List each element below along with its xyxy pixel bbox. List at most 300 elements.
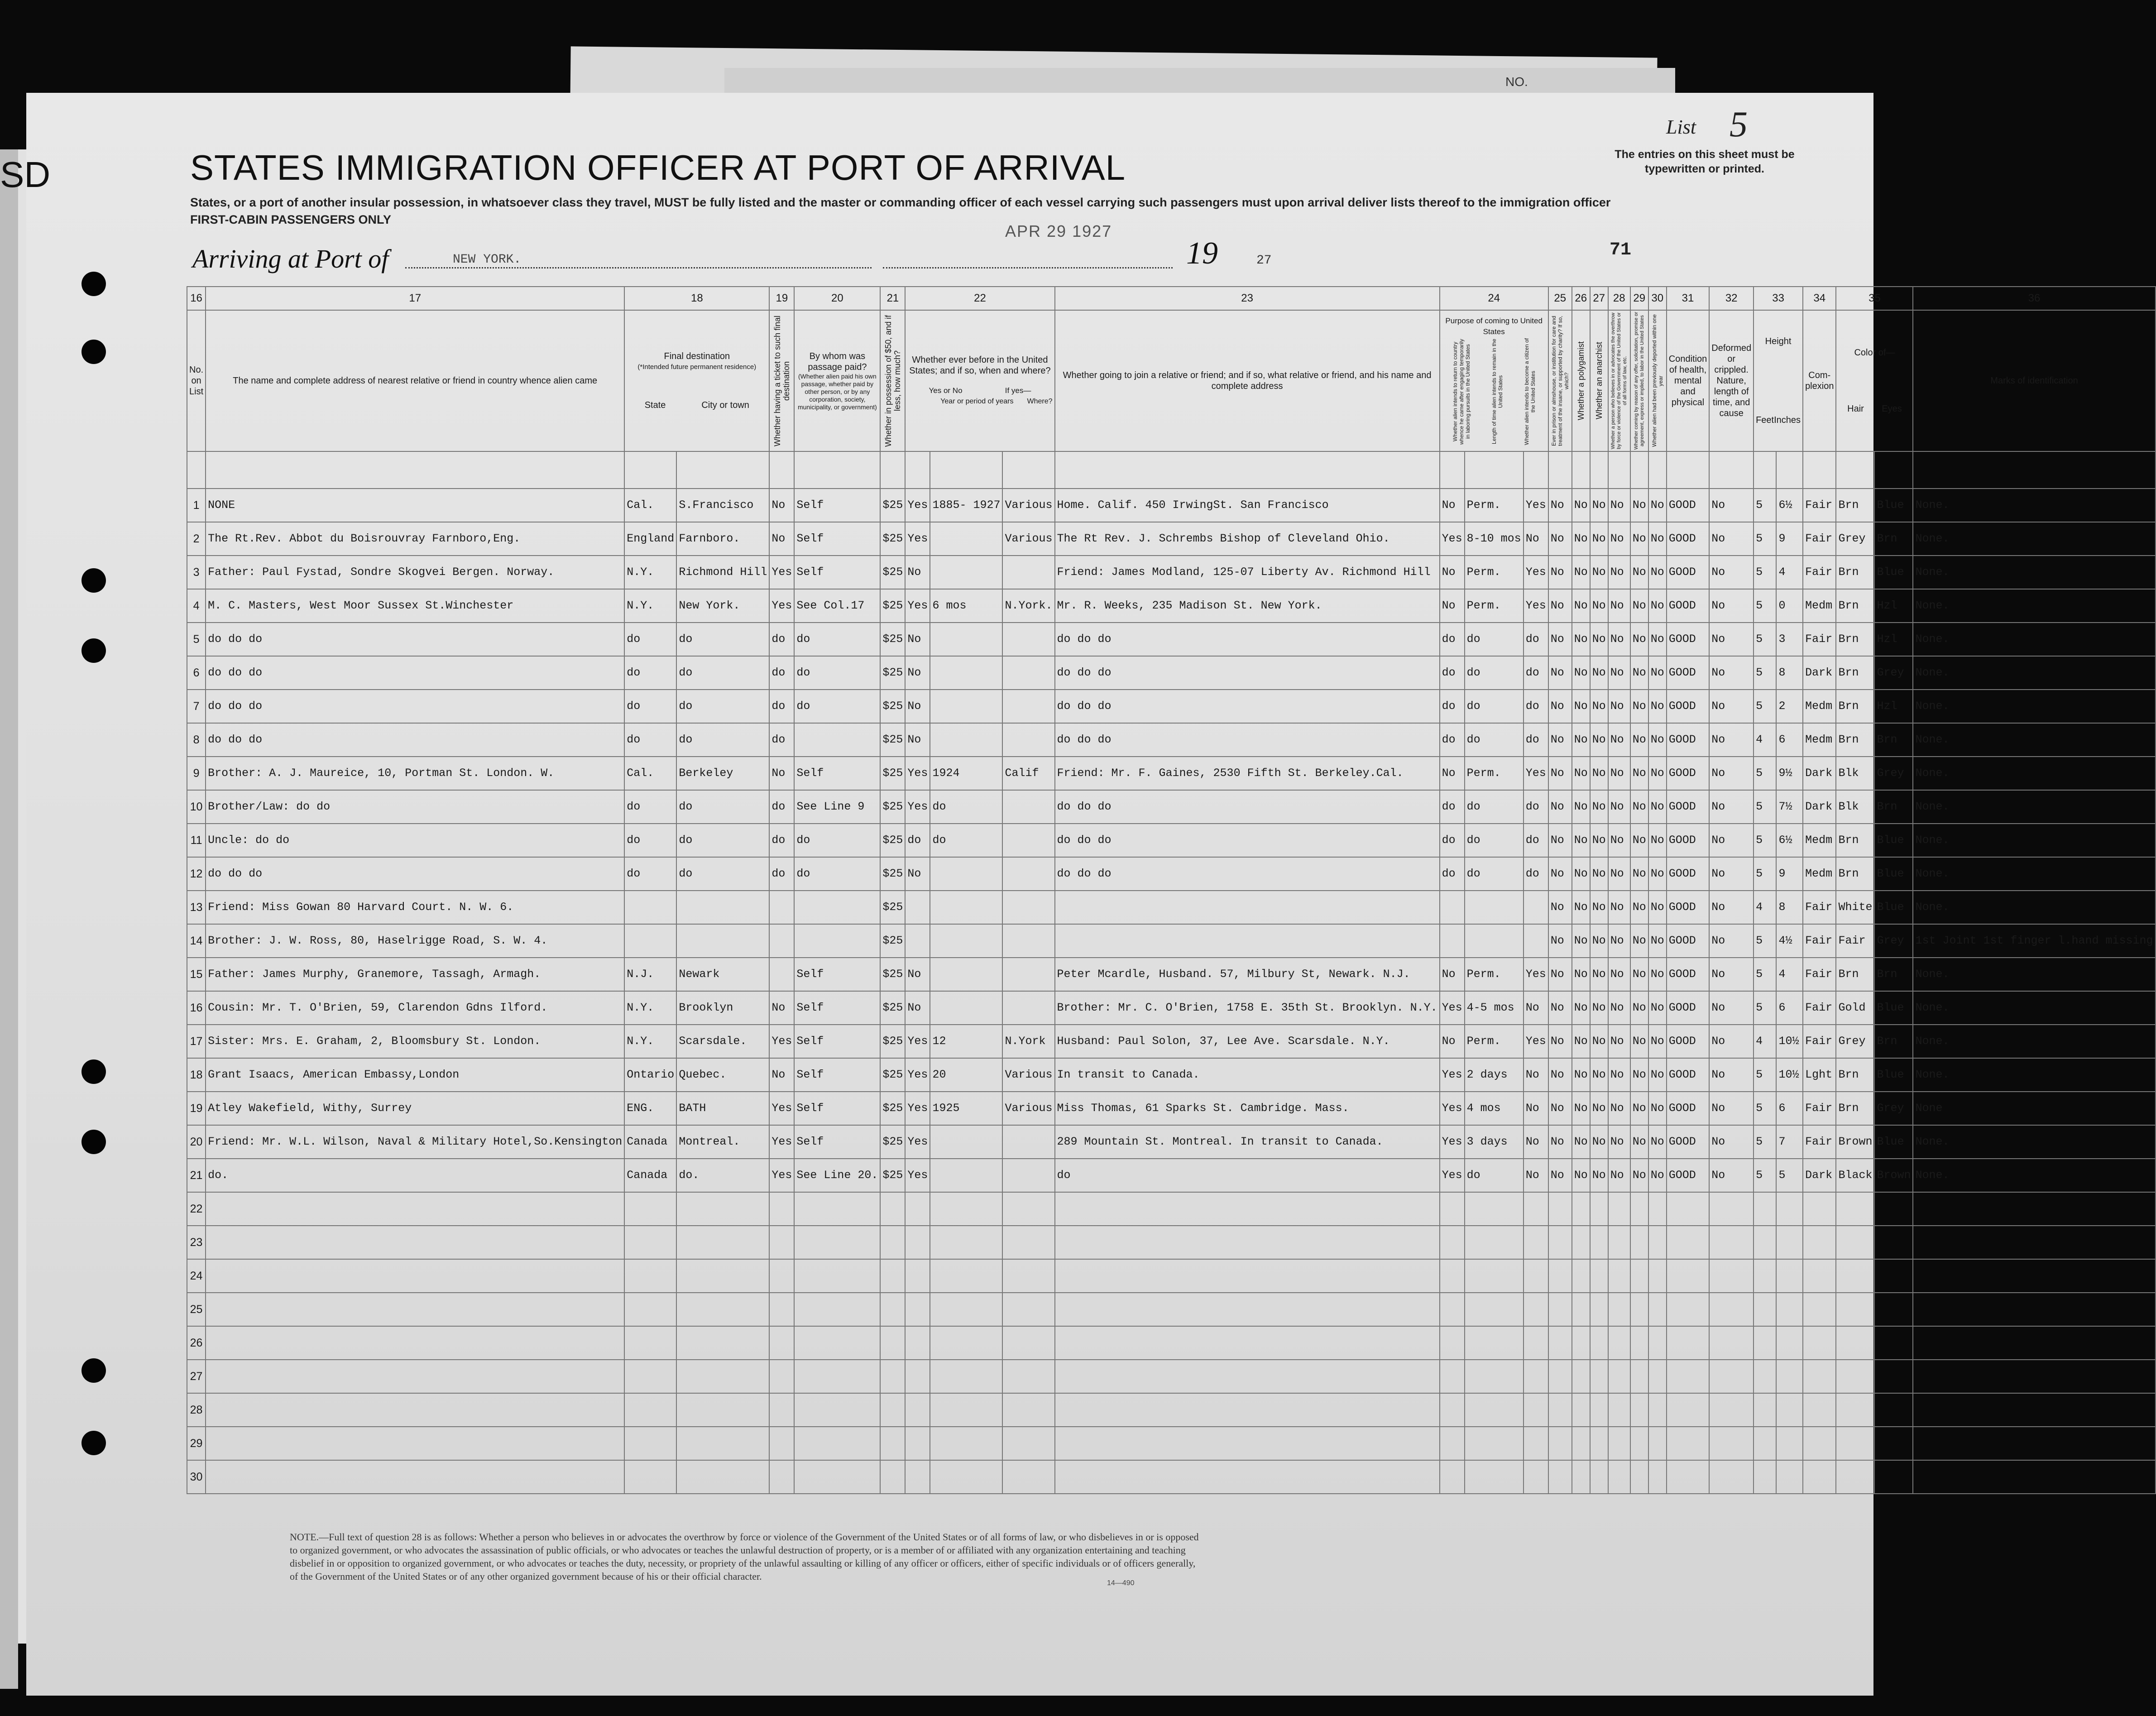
contract-labor: No	[1630, 991, 1648, 1025]
anarchist: No	[1590, 824, 1608, 857]
dest-state	[624, 1360, 676, 1393]
anarchist: No	[1590, 1025, 1608, 1058]
deformed: No	[1709, 723, 1754, 757]
where-in-us: Various	[1002, 489, 1054, 522]
height-inches: 6	[1776, 991, 1803, 1025]
where-in-us	[1002, 1259, 1054, 1293]
header-height	[1754, 310, 1803, 451]
contract-labor: No	[1630, 656, 1648, 690]
hair-color: Brn	[1836, 589, 1874, 623]
deformed: No	[1709, 623, 1754, 656]
height-feet	[1754, 1226, 1776, 1259]
complexion	[1803, 1427, 1836, 1460]
height-inches	[1776, 1460, 1803, 1494]
contract-labor: No	[1630, 723, 1648, 757]
binding-edge	[0, 149, 18, 1689]
passage-paid-by: Self	[794, 1092, 880, 1125]
nearest-relative: Brother: J. W. Ross, 80, Haselrigge Road, S. W. 4.	[206, 924, 624, 958]
date-stamp: APR 29 1927	[1005, 222, 1112, 240]
hair-color: Brn	[1836, 556, 1874, 589]
complexion	[1803, 1192, 1836, 1226]
purpose-return: Whether alien intends to return to country whence he came after engaging temporarily in laboring pursuits in the United States	[1452, 339, 1471, 445]
overthrow: No	[1608, 1058, 1630, 1092]
intends-citizen: No	[1524, 1159, 1548, 1192]
dest-city: Berkeley	[676, 757, 769, 790]
where-in-us	[1002, 1326, 1054, 1360]
where-in-us	[1002, 623, 1054, 656]
health	[1667, 1259, 1710, 1293]
health: GOOD	[1667, 1159, 1710, 1192]
health	[1667, 1326, 1710, 1360]
anarchist-label: Whether an anarchist	[1594, 342, 1604, 420]
eye-color: Blue	[1874, 857, 1913, 891]
dest-city: Richmond Hill	[676, 556, 769, 589]
eye-color: Brn	[1874, 522, 1913, 556]
contract-labor: No	[1630, 824, 1648, 857]
hair-color: Blk	[1836, 790, 1874, 824]
overthrow: No	[1608, 991, 1630, 1025]
purpose-return: Yes	[1440, 1125, 1465, 1159]
deported: No	[1648, 824, 1667, 857]
has-ticket: No	[769, 522, 794, 556]
complexion: Fair	[1803, 1125, 1836, 1159]
purpose-return: do	[1440, 690, 1465, 723]
overthrow	[1608, 1393, 1630, 1427]
been-in-us: No	[905, 991, 930, 1025]
where-in-us: Various	[1002, 1092, 1054, 1125]
contract-labor: No	[1630, 857, 1648, 891]
years-in-us	[930, 522, 1002, 556]
table-row	[187, 1326, 2156, 1360]
manifest-table	[187, 286, 2156, 1494]
dest-city: Montreal.	[676, 1125, 769, 1159]
where-in-us	[1002, 891, 1054, 924]
height-inches	[1776, 1393, 1803, 1427]
polygamist: No	[1572, 924, 1590, 958]
height-feet: 5	[1754, 1058, 1776, 1092]
nearest-relative	[206, 1192, 624, 1226]
header-hair: Hair	[1847, 404, 1864, 414]
contract-labor: No	[1630, 958, 1648, 991]
identification-marks	[1913, 1360, 2155, 1393]
eye-color	[1874, 1427, 1913, 1460]
anarchist	[1590, 1393, 1608, 1427]
has-ticket: No	[769, 757, 794, 790]
intends-citizen: Yes	[1524, 489, 1548, 522]
been-in-us	[905, 1293, 930, 1326]
been-in-us: Yes	[905, 489, 930, 522]
height-feet	[1754, 1427, 1776, 1460]
row-number: 8	[187, 723, 206, 757]
purpose-return	[1440, 1192, 1465, 1226]
prison-label: Ever in prison or almshouse, or institution for care and treatment of the insane, or supported by charity? If so, which?	[1550, 316, 1570, 446]
polygamist-label: Whether a polygamist	[1576, 341, 1586, 421]
height-feet: 5	[1754, 556, 1776, 589]
contract-labor: No	[1630, 790, 1648, 824]
been-in-us: do	[905, 824, 930, 857]
deported	[1648, 1226, 1667, 1259]
height-inches: 9	[1776, 857, 1803, 891]
header-anarchist	[1590, 310, 1608, 451]
hair-color	[1836, 1259, 1874, 1293]
money: $25	[880, 824, 905, 857]
hair-color: Fair	[1836, 924, 1874, 958]
height-feet: 5	[1754, 991, 1776, 1025]
money: $25	[880, 723, 905, 757]
deformed: No	[1709, 1058, 1754, 1092]
height-feet	[1754, 1360, 1776, 1393]
complexion: Fair	[1803, 489, 1836, 522]
has-ticket: No	[769, 1058, 794, 1092]
dest-city: Brooklyn	[676, 991, 769, 1025]
header-prison	[1548, 310, 1572, 451]
purpose-return	[1440, 1393, 1465, 1427]
anarchist: No	[1590, 991, 1608, 1025]
deformed: No	[1709, 589, 1754, 623]
where-in-us	[1002, 1460, 1054, 1494]
money	[880, 1360, 905, 1393]
row-number: 15	[187, 958, 206, 991]
dest-state: N.J.	[624, 958, 676, 991]
eye-color: Brn	[1874, 790, 1913, 824]
polygamist: No	[1572, 958, 1590, 991]
dest-state	[624, 1293, 676, 1326]
identification-marks	[1913, 1427, 2155, 1460]
dest-state: do	[624, 824, 676, 857]
prison: No	[1548, 522, 1572, 556]
passage-paid-by: Self	[794, 1025, 880, 1058]
intends-citizen: No	[1524, 522, 1548, 556]
deported: No	[1648, 556, 1667, 589]
passage-paid-by	[794, 1192, 880, 1226]
eye-color: Brown	[1874, 1159, 1913, 1192]
contract-labor	[1630, 1460, 1648, 1494]
overthrow: No	[1608, 891, 1630, 924]
been-in-us	[905, 1360, 930, 1393]
col-number: 20	[794, 287, 880, 310]
stay-length: do	[1465, 857, 1524, 891]
passage-paid-by: Self	[794, 1058, 880, 1092]
eye-color: Grey	[1874, 656, 1913, 690]
been-in-us: No	[905, 556, 930, 589]
anarchist	[1590, 1460, 1608, 1494]
spacer-row	[187, 451, 2156, 489]
col-number: 28	[1608, 287, 1630, 310]
years-in-us	[930, 1192, 1002, 1226]
stay-length: 4-5 mos	[1465, 991, 1524, 1025]
intends-citizen: No	[1524, 1125, 1548, 1159]
where-in-us: Calif	[1002, 757, 1054, 790]
eye-color: Brn	[1874, 958, 1913, 991]
header-feet: Feet	[1756, 415, 1774, 425]
complexion: Fair	[1803, 958, 1836, 991]
deported	[1648, 1259, 1667, 1293]
purpose-return: do	[1440, 656, 1465, 690]
header-purpose	[1440, 310, 1548, 451]
row-number: 17	[187, 1025, 206, 1058]
stay-length: do	[1465, 623, 1524, 656]
header-joining: Whether going to join a relative or friend; and if so, what relative or friend, and his name and complete address	[1055, 310, 1440, 451]
intends-citizen: Yes	[1524, 589, 1548, 623]
identification-marks: None.	[1913, 690, 2155, 723]
deported: No	[1648, 1159, 1667, 1192]
intends-citizen: Yes	[1524, 958, 1548, 991]
identification-marks: None.	[1913, 489, 2155, 522]
deported: No	[1648, 924, 1667, 958]
header-overthrow	[1608, 310, 1630, 451]
been-in-us: Yes	[905, 1025, 930, 1058]
nearest-relative: Father: Paul Fystad, Sondre Skogvei Bergen. Norway.	[206, 556, 624, 589]
deported	[1648, 1293, 1667, 1326]
prison: No	[1548, 723, 1572, 757]
contract-labor	[1630, 1326, 1648, 1360]
prison: No	[1548, 991, 1572, 1025]
punch-hole	[81, 638, 106, 663]
joining-relative: Friend: Mr. F. Gaines, 2530 Fifth St. Berkeley.Cal.	[1055, 757, 1440, 790]
stay-length: Perm.	[1465, 489, 1524, 522]
money	[880, 1259, 905, 1293]
intends-citizen	[1524, 891, 1548, 924]
has-ticket	[769, 1259, 794, 1293]
table-row	[187, 958, 2156, 991]
hair-color	[1836, 1360, 1874, 1393]
intends-citizen	[1524, 1460, 1548, 1494]
purpose-return: Yes	[1440, 991, 1465, 1025]
identification-marks: None.	[1913, 757, 2155, 790]
passage-paid-by	[794, 1326, 880, 1360]
column-header-row	[187, 310, 2156, 451]
where-in-us	[1002, 1393, 1054, 1427]
complexion: Medm	[1803, 857, 1836, 891]
health: GOOD	[1667, 824, 1710, 857]
purpose-return: No	[1440, 757, 1465, 790]
row-number: 28	[187, 1393, 206, 1427]
anarchist: No	[1590, 1159, 1608, 1192]
intends-citizen: Yes	[1524, 556, 1548, 589]
overthrow: No	[1608, 857, 1630, 891]
passage-paid-by	[794, 1259, 880, 1293]
table-row	[187, 1393, 2156, 1427]
joining-relative	[1055, 1326, 1440, 1360]
height-feet: 5	[1754, 623, 1776, 656]
height-feet	[1754, 1326, 1776, 1360]
purpose-return: No	[1440, 958, 1465, 991]
header-yes-no: Yes or No	[929, 386, 963, 395]
health	[1667, 1360, 1710, 1393]
header-if-yes: If yes—	[1005, 386, 1031, 395]
complexion: Medm	[1803, 690, 1836, 723]
color-title: Color of—	[1854, 348, 1895, 358]
money: $25	[880, 1058, 905, 1092]
hair-color: Blk	[1836, 757, 1874, 790]
money: $25	[880, 1159, 905, 1192]
header-contract	[1630, 310, 1648, 451]
intends-citizen	[1524, 1393, 1548, 1427]
prison: No	[1548, 891, 1572, 924]
purpose-return: do	[1440, 824, 1465, 857]
years-in-us	[930, 1360, 1002, 1393]
years-in-us: do	[930, 790, 1002, 824]
hair-color	[1836, 1427, 1874, 1460]
purpose-return: do	[1440, 723, 1465, 757]
been-in-us	[905, 1326, 930, 1360]
health: GOOD	[1667, 924, 1710, 958]
col-number: 21	[880, 287, 905, 310]
hair-color: Brown	[1836, 1125, 1874, 1159]
punch-hole	[81, 1130, 106, 1154]
anarchist: No	[1590, 522, 1608, 556]
deported: No	[1648, 757, 1667, 790]
dest-city	[676, 1192, 769, 1226]
years-in-us	[930, 1226, 1002, 1259]
money	[880, 1192, 905, 1226]
deformed: No	[1709, 824, 1754, 857]
column-number-row	[187, 287, 2156, 310]
row-number: 16	[187, 991, 206, 1025]
punch-hole	[81, 1358, 106, 1383]
height-feet: 5	[1754, 924, 1776, 958]
eye-color	[1874, 1460, 1913, 1494]
years-in-us: 1924	[930, 757, 1002, 790]
dest-city: BATH	[676, 1092, 769, 1125]
stay-length	[1465, 1259, 1524, 1293]
complexion: Dark	[1803, 790, 1836, 824]
money-label: Whether in possession of $50, and if less, how much?	[883, 315, 902, 447]
passage-paid-by	[794, 1427, 880, 1460]
intends-citizen: Yes	[1524, 757, 1548, 790]
prison	[1548, 1460, 1572, 1494]
dest-city: do	[676, 623, 769, 656]
dest-city: do	[676, 857, 769, 891]
col-number: 34	[1803, 287, 1836, 310]
years-in-us	[930, 623, 1002, 656]
years-in-us	[930, 891, 1002, 924]
deformed: No	[1709, 857, 1754, 891]
been-in-us: Yes	[905, 589, 930, 623]
nearest-relative: NONE	[206, 489, 624, 522]
date-dotted-line	[883, 267, 1173, 268]
table-row	[187, 1025, 2156, 1058]
hair-color	[1836, 1460, 1874, 1494]
anarchist: No	[1590, 656, 1608, 690]
header-inches: Inches	[1774, 415, 1801, 425]
polygamist: No	[1572, 891, 1590, 924]
deported-label: Whether alien had been previously deported within one year	[1651, 314, 1664, 447]
overthrow-label: Whether a person who believes in or advocates the overthrow by force or violence of the Government of the United States or of all forms of law, etc.	[1610, 312, 1628, 450]
hair-color	[1836, 1226, 1874, 1259]
purpose-return: Yes	[1440, 1058, 1465, 1092]
row-number: 24	[187, 1259, 206, 1293]
joining-relative: In transit to Canada.	[1055, 1058, 1440, 1092]
header-year-period: Year or period of years	[940, 398, 1014, 405]
overthrow: No	[1608, 723, 1630, 757]
years-in-us	[930, 656, 1002, 690]
list-label: List	[1666, 116, 1696, 138]
identification-marks: None.	[1913, 891, 2155, 924]
col-number: 24	[1440, 287, 1548, 310]
where-in-us	[1002, 1360, 1054, 1393]
identification-marks	[1913, 1393, 2155, 1427]
identification-marks: None.	[1913, 522, 2155, 556]
anarchist: No	[1590, 857, 1608, 891]
header-where: Where?	[1027, 398, 1053, 405]
height-inches: 8	[1776, 891, 1803, 924]
has-ticket	[769, 1460, 794, 1494]
eye-color	[1874, 1293, 1913, 1326]
hair-color: Brn	[1836, 723, 1874, 757]
height-inches	[1776, 1293, 1803, 1326]
eye-color: Blue	[1874, 1058, 1913, 1092]
been-in-us: No	[905, 857, 930, 891]
height-inches: 2	[1776, 690, 1803, 723]
height-feet: 5	[1754, 857, 1776, 891]
dest-city: do	[676, 824, 769, 857]
header-no-on-list: No. on List	[187, 310, 206, 451]
polygamist: No	[1572, 1092, 1590, 1125]
deformed: No	[1709, 1092, 1754, 1125]
arrival-port: NEW YORK.	[453, 253, 522, 267]
height-inches	[1776, 1427, 1803, 1460]
years-in-us: 1885- 1927	[930, 489, 1002, 522]
complexion: Medm	[1803, 824, 1836, 857]
row-number: 25	[187, 1293, 206, 1326]
passage-paid-by: See Line 20.	[794, 1159, 880, 1192]
intends-citizen	[1524, 1326, 1548, 1360]
health: GOOD	[1667, 857, 1710, 891]
prison	[1548, 1226, 1572, 1259]
complexion	[1803, 1360, 1836, 1393]
identification-marks: None.	[1913, 1025, 2155, 1058]
money: $25	[880, 790, 905, 824]
intends-citizen: No	[1524, 1092, 1548, 1125]
prison	[1548, 1293, 1572, 1326]
has-ticket	[769, 1360, 794, 1393]
hair-color	[1836, 1293, 1874, 1326]
health: GOOD	[1667, 891, 1710, 924]
has-ticket: do	[769, 790, 794, 824]
dest-state: do	[624, 790, 676, 824]
eye-color: Hzl	[1874, 589, 1913, 623]
joining-relative: Friend: James Modland, 125-07 Liberty Av. Richmond Hill	[1055, 556, 1440, 589]
dest-state	[624, 1427, 676, 1460]
has-ticket: Yes	[769, 1159, 794, 1192]
deformed	[1709, 1192, 1754, 1226]
table-row	[187, 1125, 2156, 1159]
dest-state: do	[624, 857, 676, 891]
has-ticket: Yes	[769, 1092, 794, 1125]
identification-marks	[1913, 1192, 2155, 1226]
punch-hole	[81, 568, 106, 593]
dest-city	[676, 1226, 769, 1259]
col-number: 27	[1590, 287, 1608, 310]
eye-color: Grey	[1874, 757, 1913, 790]
dest-state	[624, 1259, 676, 1293]
stay-length: do	[1465, 790, 1524, 824]
polygamist: No	[1572, 556, 1590, 589]
table-row	[187, 757, 2156, 790]
height-feet: 5	[1754, 824, 1776, 857]
money	[880, 1293, 905, 1326]
header-complexion: Com-plexion	[1803, 310, 1836, 451]
manifest-rows	[187, 489, 2156, 1494]
has-ticket	[769, 958, 794, 991]
joining-relative: Peter Mcardle, Husband. 57, Milbury St, Newark. N.J.	[1055, 958, 1440, 991]
complexion	[1803, 1393, 1836, 1427]
has-ticket	[769, 924, 794, 958]
intends-citizen	[1524, 924, 1548, 958]
joining-relative	[1055, 891, 1440, 924]
nearest-relative	[206, 1360, 624, 1393]
